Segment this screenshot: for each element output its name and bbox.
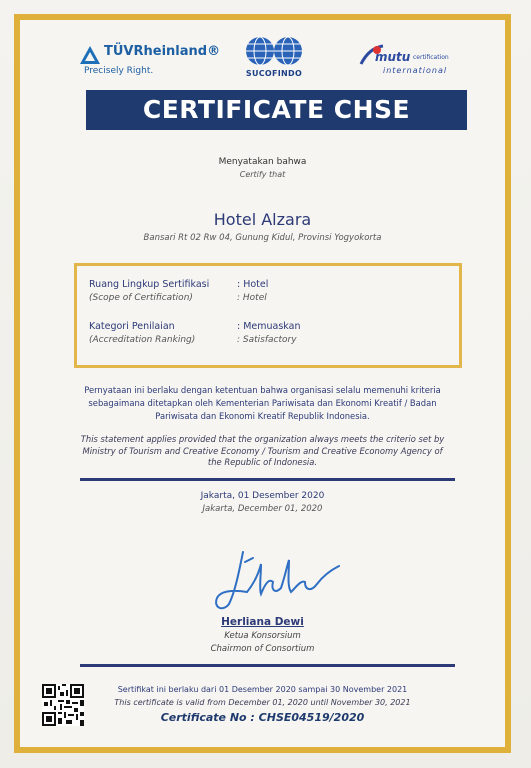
tuv-tagline: Precisely Right.: [84, 66, 154, 76]
certificate-title: CERTIFICATE CHSE: [86, 90, 467, 130]
hotel-name: Hotel Alzara: [213, 210, 312, 229]
sucofindo-logo-name: SUCOFINDO: [245, 69, 303, 78]
divider-bottom: [80, 664, 455, 667]
signer-name: Herliana Dewi: [221, 616, 304, 628]
statement-paragraph-en: This statement applies provided that the organization always meets the criterio set by Ministry of Tourism and Creative Economy / Tourism and Creative Economy Agency of the Republic of Indonesia.: [80, 434, 445, 467]
issue-date: Jakarta, 01 Desember 2020: [200, 491, 325, 501]
divider-top: [80, 478, 455, 481]
signer-role-en: Chairmon of Consortium: [210, 644, 315, 654]
mutu-certification-logo: [353, 40, 473, 84]
tuv-triangle-icon: [80, 46, 100, 64]
intro-statement-en: Certify that: [239, 170, 286, 179]
ranking-label: Kategori Penilaian: [89, 321, 175, 332]
scope-value: : Hotel: [237, 279, 269, 290]
ranking-value: : Memuaskan: [237, 321, 301, 332]
ranking-value-en: : Satisfactory: [237, 335, 297, 345]
scope-value-en: : Hotel: [237, 293, 267, 303]
scope-label: Ruang Lingkup Sertifikasi: [89, 279, 210, 290]
tuv-rheinland-logo: [80, 44, 220, 84]
scope-box: [74, 263, 462, 368]
certificate-number: Certificate No : CHSE04519/2020: [160, 711, 365, 724]
sucofindo-logo: [234, 36, 314, 84]
issue-date-en: Jakarta, December 01, 2020: [202, 504, 323, 514]
scope-label-en: (Scope of Certification): [89, 293, 193, 303]
signer-role: Ketua Konsorsium: [224, 631, 301, 641]
mutu-logo-name: mutu: [375, 50, 411, 64]
signature-image: [205, 542, 345, 614]
mutu-logo-international: international: [383, 66, 448, 75]
validity-period: Sertifikat ini berlaku dari 01 Desember 2020 sampai 30 November 2021: [117, 685, 408, 694]
intro-statement: Menyatakan bahwa: [218, 157, 307, 167]
certificate-border: [14, 14, 511, 753]
tuv-logo-name: TÜVRheinland®: [104, 44, 221, 59]
globe-icon: [245, 36, 303, 66]
ranking-label-en: (Accreditation Ranking): [89, 335, 196, 345]
hotel-address: Bansari Rt 02 Rw 04, Gunung Kidul, Provinsi Yogyokorta: [143, 233, 382, 243]
statement-paragraph: Pernyataan ini berlaku dengan ketentuan bahwa organisasi selalu memenuhi kriteria sebagaimana ditetapkan oleh Kementerian Pariwisata dan Ekonomi Kreatif / Badan Pariwisata dan Ekonomi Kreatif Republik Indonesia.: [84, 385, 441, 421]
mutu-logo-certification: certification: [413, 54, 449, 61]
validity-period-en: This certificate is valid from December 01, 2020 until November 30, 2021: [114, 698, 411, 707]
